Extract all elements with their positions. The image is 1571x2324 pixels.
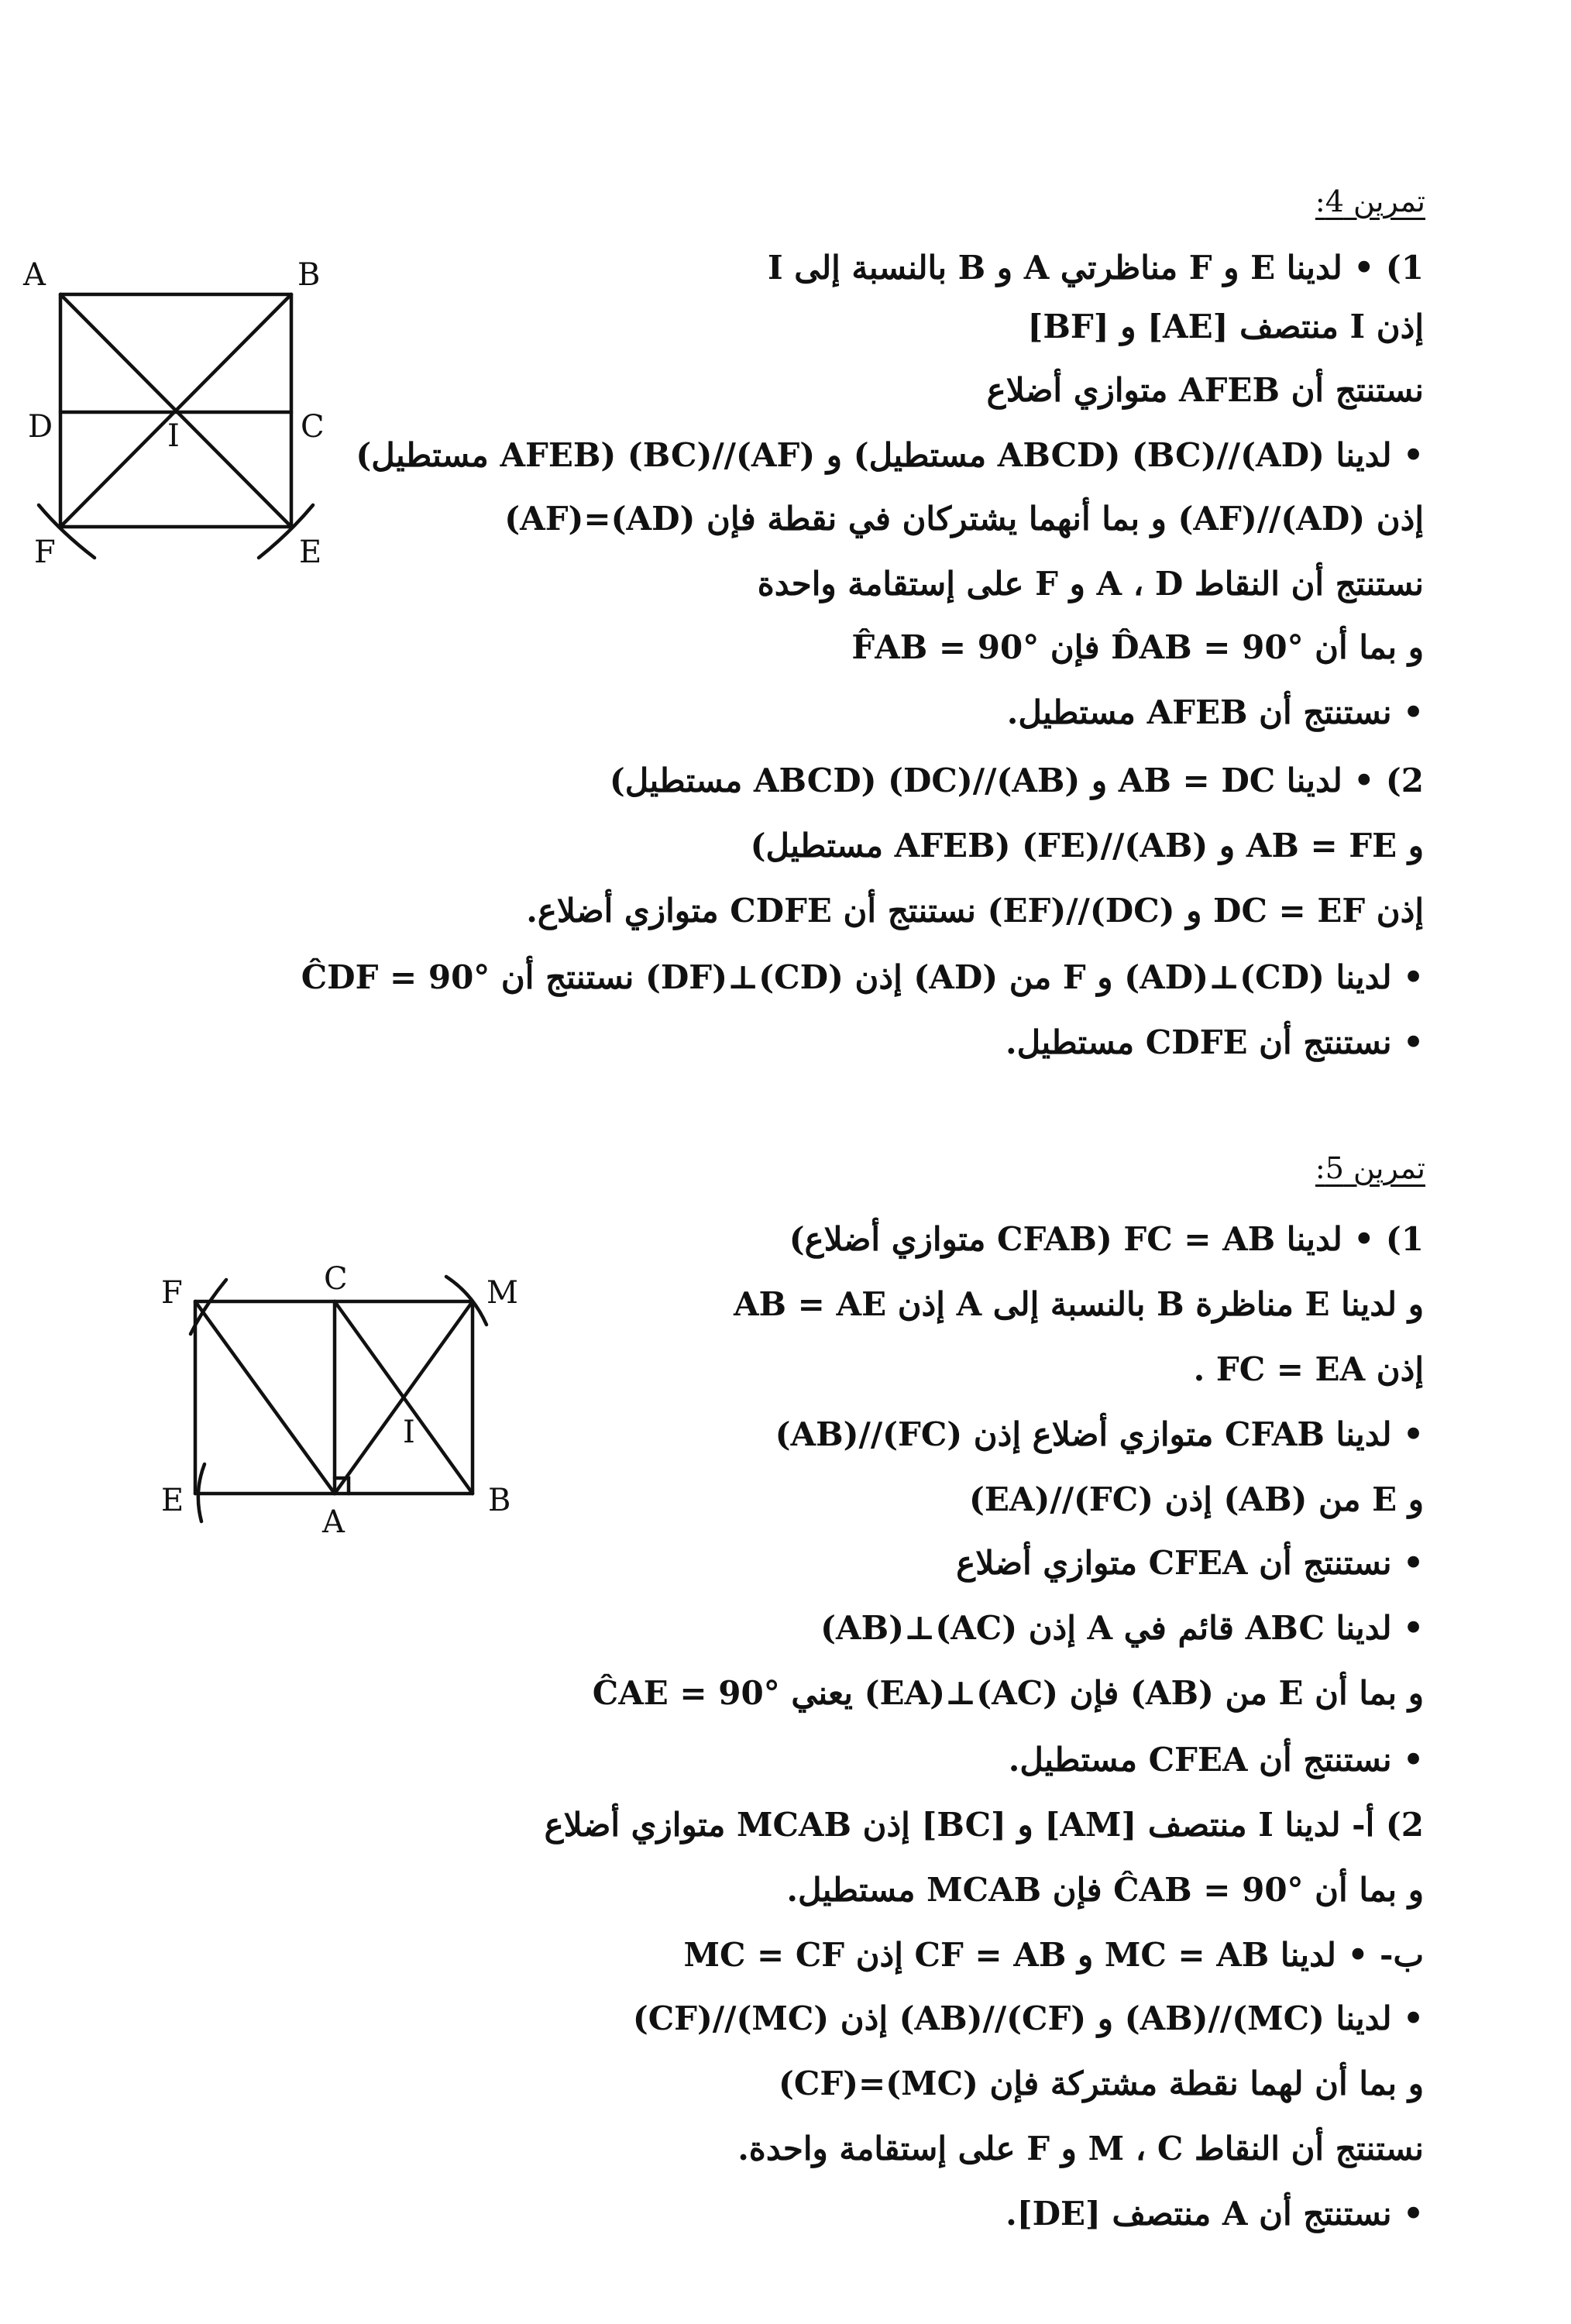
ex5-label-c: C — [324, 1261, 348, 1297]
ex5-line-4: • لدينا CFAB متوازي أضلاع إذن (FC)//(AB) — [775, 1415, 1424, 1453]
ex4-label-e: E — [299, 535, 322, 570]
exercise-5-figure — [139, 1239, 573, 1565]
exercise-5-heading: تمرين 5: — [1315, 1151, 1425, 1185]
exercise-4-heading: تمرين 4: — [1315, 184, 1425, 218]
ex5-label-b: B — [488, 1483, 511, 1518]
ex4-line-12: • لدينا (CD)⊥(AD) و F من (AD) إذن (CD)⊥(DF) نستنتج أن ĈDF = 90° — [301, 958, 1424, 996]
ex5-line-11: و بما أن ĈAB = 90° فإن MCAB مستطيل. — [786, 1871, 1424, 1909]
ex5-label-i: I — [403, 1415, 415, 1450]
ex4-label-i: I — [167, 418, 180, 454]
ex5-label-a: A — [322, 1504, 345, 1540]
ex5-line-1: 1) • لدينا FC = AB (CFAB متوازي أضلاع) — [789, 1220, 1424, 1258]
ex5-line-13: • لدينا (MC)//(AB) و (CF)//(AB) إذن (MC)//(CF) — [632, 1999, 1424, 2037]
ex4-label-d: D — [28, 409, 53, 445]
ex4-line-2: إذن I منتصف [AE] و [BF] — [1027, 308, 1424, 346]
ex5-line-7: • لدينا ABC قائم في A إذن (AC)⊥(AB) — [820, 1609, 1424, 1647]
ex4-line-6: نستنتج أن النقاط A ، D و F على إستقامة واحدة — [757, 565, 1424, 603]
ex5-line-12: ب- • لدينا MC = AB و CF = AB إذن MC = CF — [683, 1936, 1424, 1974]
ex4-label-f: F — [34, 535, 56, 570]
ex4-line-3: نستنتج أن AFEB متوازي أضلاع — [986, 371, 1424, 409]
ex5-label-f: F — [161, 1275, 183, 1311]
ex4-label-b: B — [297, 257, 321, 293]
ex4-line-11: إذن DC = EF و (DC)//(EF) نستنتج أن CDFE متوازي أضلاع. — [526, 892, 1424, 930]
ex4-line-9: 2) • لدينا AB = DC و (AB)//(DC) (ABCD مستطيل) — [609, 761, 1424, 799]
ex4-line-10: و AB = FE و (AB)//(FE) (AFEB مستطيل) — [750, 827, 1424, 865]
ex4-label-a: A — [23, 257, 46, 293]
ex5-label-e: E — [161, 1483, 184, 1518]
exercise-4-figure — [0, 248, 372, 573]
ex4-line-5: إذن (AD)//(AF) و بما أنهما يشتركان في نقطة فإن (AD)=(AF) — [504, 500, 1424, 538]
ex5-line-5: و E من (AB) إذن (FC)//(EA) — [969, 1480, 1424, 1518]
ex5-line-15: نستنتج أن النقاط M ، C و F على إستقامة واحدة. — [737, 2130, 1424, 2168]
ex5-line-16: • نستنتج أن A منتصف [DE]. — [1006, 2195, 1424, 2233]
ex5-line-14: و بما أن لهما نقطة مشتركة فإن (MC)=(CF) — [779, 2064, 1424, 2102]
ex4-line-8: • نستنتج أن AFEB مستطيل. — [1006, 693, 1424, 731]
ex5-line-3: إذن FC = EA . — [1193, 1350, 1424, 1388]
ex4-line-1: 1) • لدينا E و F مناظرتي A و B بالنسبة إلى I — [768, 249, 1424, 287]
ex5-segment-fa — [195, 1301, 335, 1494]
ex5-line-2: و لدينا E مناظرة B بالنسبة إلى A إذن AB = AE — [733, 1285, 1424, 1323]
ex4-line-13: • نستنتج أن CDFE مستطيل. — [1005, 1023, 1424, 1061]
ex5-line-8: و بما أن E من (AB) فإن (AC)⊥(EA) يعني ĈAE = 90° — [592, 1674, 1424, 1712]
ex5-line-6: • نستنتج أن CFEA متوازي أضلاع — [956, 1544, 1424, 1582]
ex4-label-c: C — [301, 409, 325, 445]
ex4-line-4: • لدينا (AD)//(BC) (ABCD مستطيل) و (AF)//(BC) (AFEB مستطيل) — [356, 436, 1424, 474]
ex5-label-m: M — [486, 1275, 518, 1311]
ex4-line-7: و بما أن D̂AB = 90° فإن F̂AB = 90° — [851, 628, 1424, 666]
ex5-line-9: • نستنتج أن CFEA مستطيل. — [1008, 1741, 1424, 1779]
ex5-line-10: 2) أ- لدينا I منتصف [AM] و [BC] إذن MCAB متوازي أضلاع — [544, 1806, 1424, 1844]
